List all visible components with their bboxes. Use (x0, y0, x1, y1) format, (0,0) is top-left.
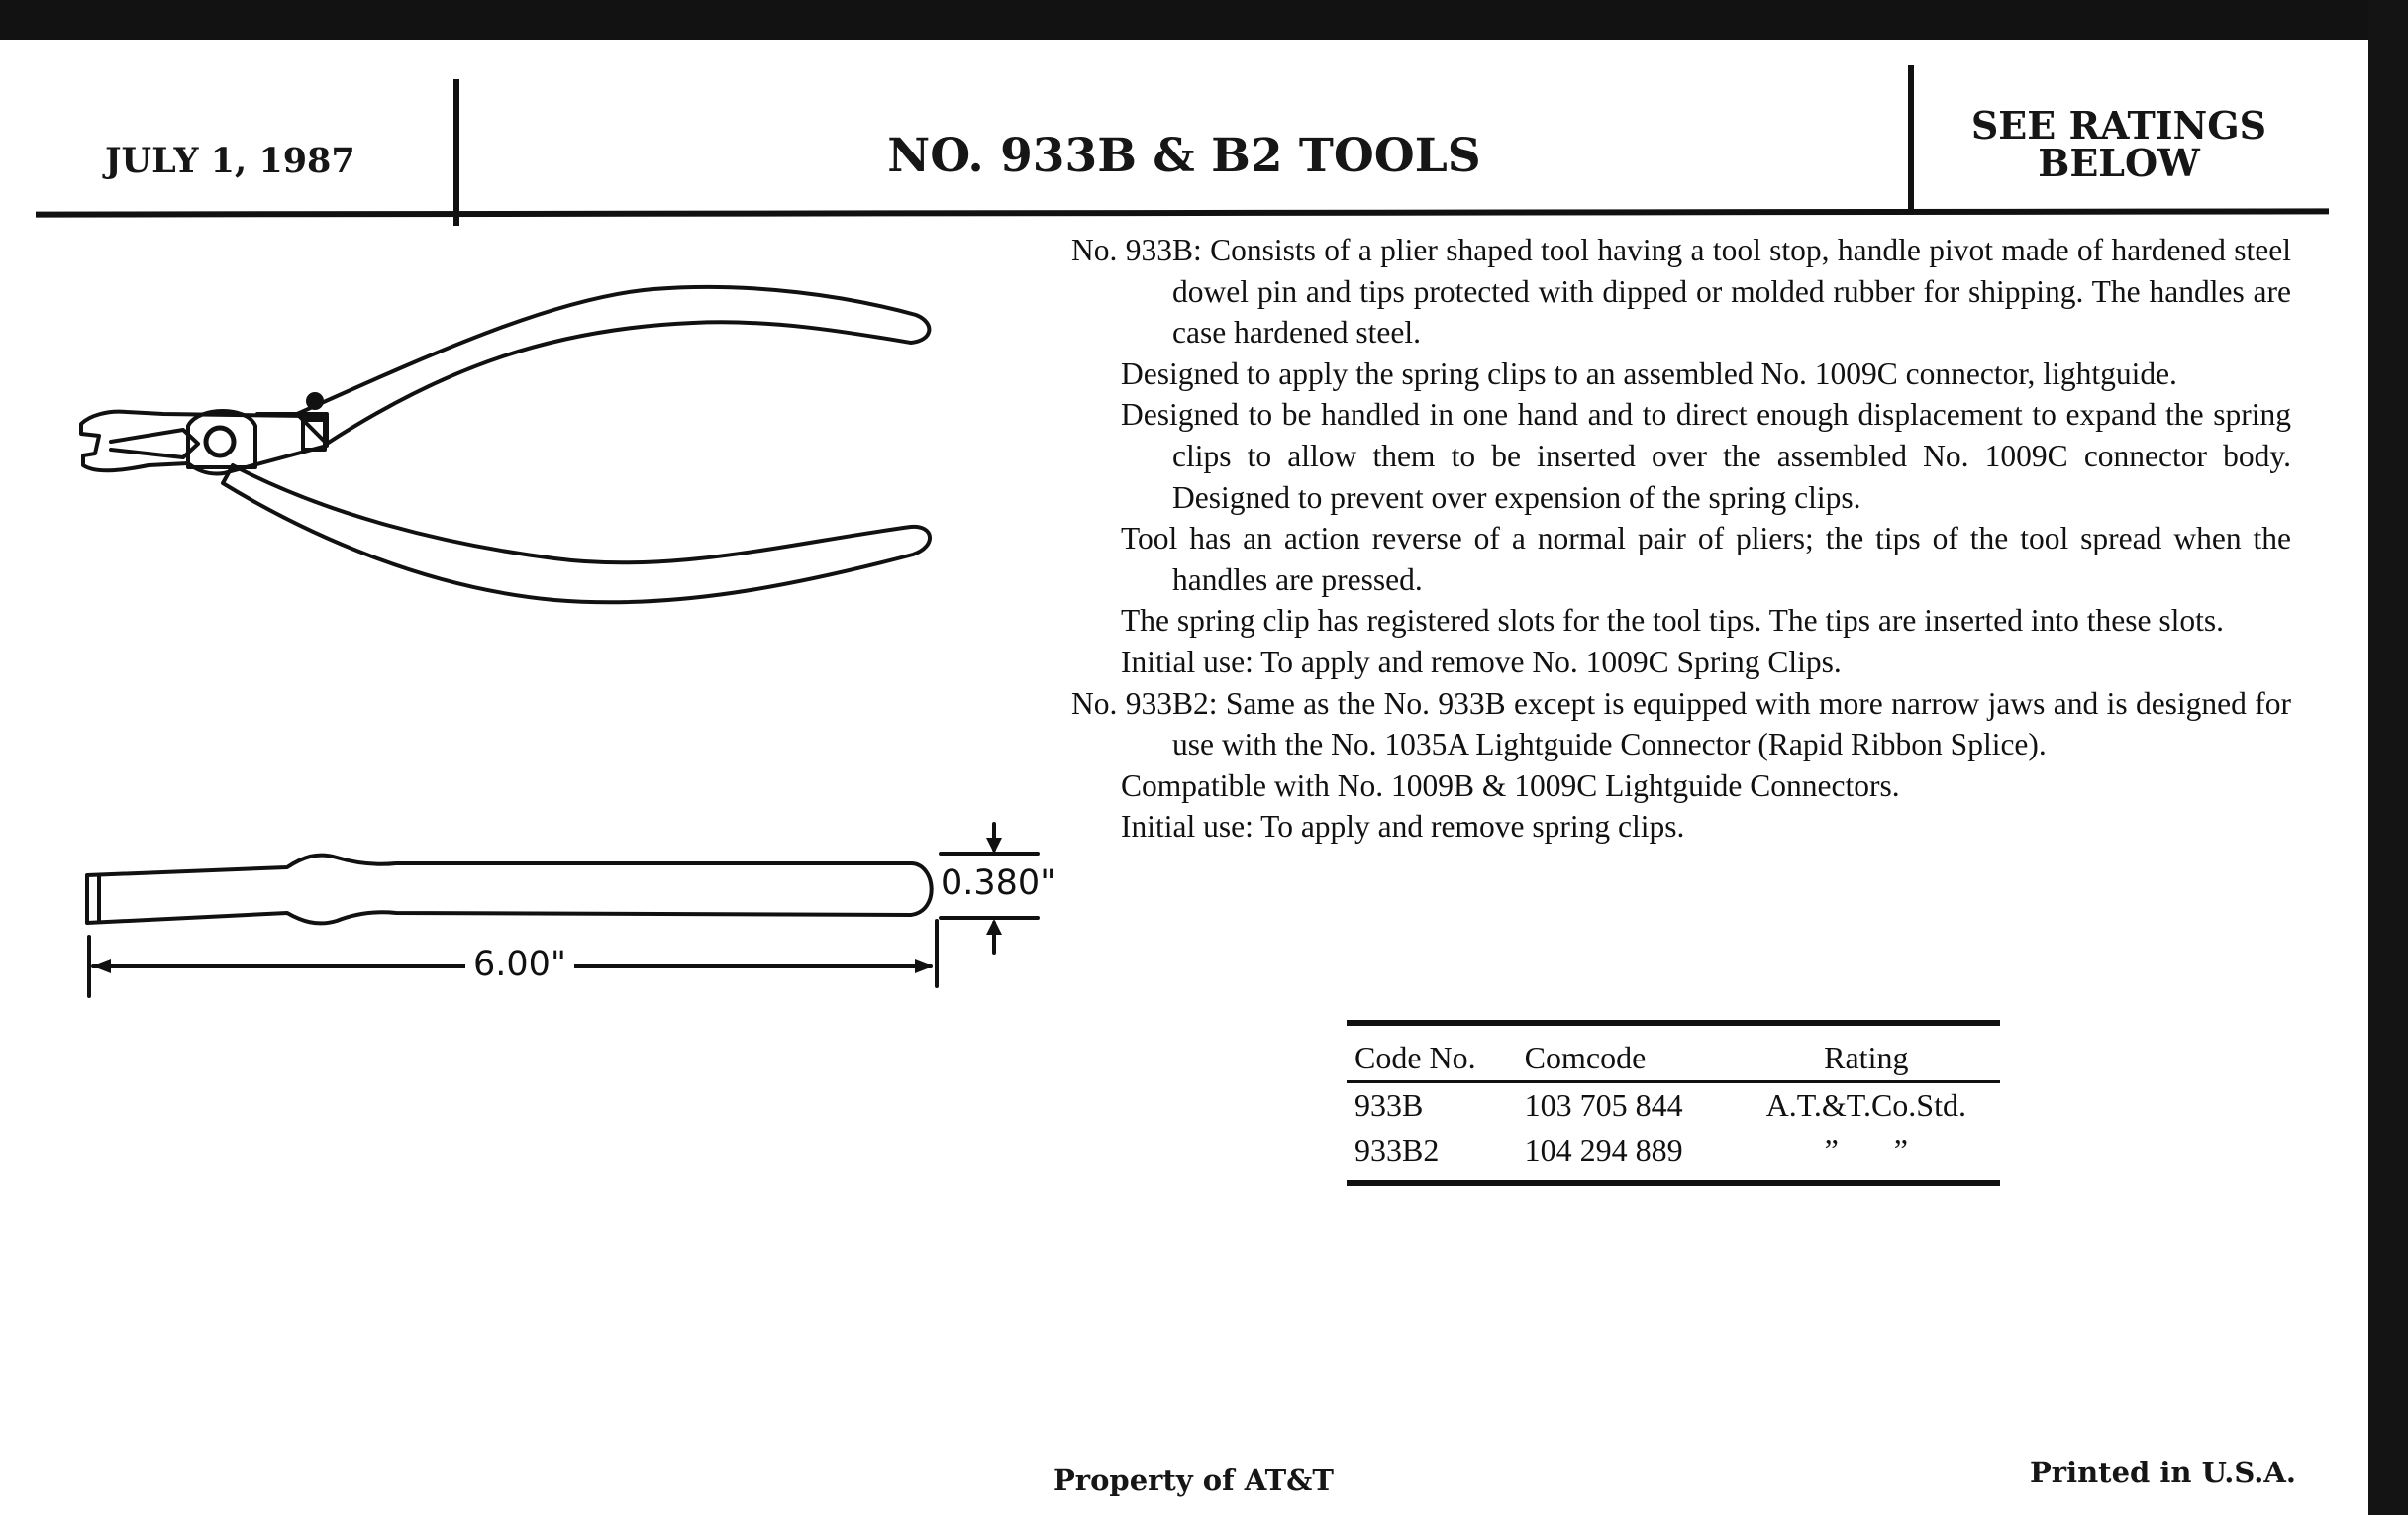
length-dimension-label: 6.00" (465, 945, 574, 984)
table-row (1347, 1082, 2000, 1129)
cell-code-no: 933B2 (1347, 1128, 1517, 1183)
paragraph-application: Designed to apply the spring clips to an assembled No. 1009C connector, lightguide. (1121, 355, 2177, 391)
paragraph-933b-description: No. 933B: Consists of a plier shaped tool having a tool stop, handle pivot made of hardened steel dowel pin and tips protected with dipped or molded rubber for shipping. The handles are case hardened steel. (1071, 233, 2291, 351)
document-date: JULY 1, 1987 (105, 141, 355, 181)
cell-comcode: 104 294 889 (1517, 1128, 1733, 1183)
footer-printed: Printed in U.S.A. (2030, 1456, 2296, 1489)
header-code-no: Code No. (1347, 1023, 1517, 1082)
cell-code-no: 933B (1354, 1087, 1424, 1123)
arrow-up-icon (986, 919, 1002, 935)
table-row (1347, 1128, 2000, 1183)
scan-right-border (2368, 0, 2408, 1515)
arrow-right-icon (915, 960, 933, 973)
arrow-down-icon (986, 838, 1002, 854)
see-ratings-line2: BELOW (2038, 141, 2200, 185)
paragraph-initial-use-933b2: Initial use: To apply and remove spring clips. (1121, 809, 1685, 845)
paragraph-handling: Designed to be handled in one hand and to direct enough displacement to expand the spring clips to allow them to be inserted over the assembled No. 1009C connector body. Designed to prevent over expension of the spring clips. (1121, 397, 2291, 515)
paragraph-action: Tool has an action reverse of a normal pair of pliers; the tips of the tool spread when the handles are pressed. (1121, 521, 2291, 597)
header-comcode: Comcode (1517, 1023, 1733, 1082)
paragraph-slots: The spring clip has registered slots for the tool tips. The tips are inserted into these slots. (1121, 603, 2224, 639)
description-text (1071, 230, 2291, 848)
width-dimension-label: 0.380" (941, 863, 1056, 903)
cell-comcode: 103 705 844 (1524, 1087, 1683, 1123)
footer-property: Property of AT&T (1054, 1464, 1334, 1497)
paragraph-compatibility: Compatible with No. 1009B & 1009C Lightguide Connectors. (1121, 767, 1900, 803)
paragraph-933b2-description: No. 933B2: Same as the No. 933B except is equipped with more narrow jaws and is designed for use with the No. 1035A Lightguide Connector (Rapid Ribbon Splice). (1071, 685, 2291, 762)
cell-rating: A.T.&T.Co.Std. (1765, 1087, 1966, 1123)
table-header-row (1347, 1023, 2000, 1082)
see-ratings-line1: SEE RATINGS (1970, 103, 2267, 148)
paragraph-initial-use-933b: Initial use: To apply and remove No. 1009C Spring Clips. (1121, 644, 1842, 679)
ratings-table (1347, 1020, 2000, 1186)
see-ratings-note (1911, 103, 2327, 185)
document-title: NO. 933B & B2 TOOLS (887, 129, 1481, 183)
arrow-left-icon (93, 960, 111, 973)
tool-profile-drawing (0, 0, 1089, 1040)
header-rating: Rating (1733, 1023, 2000, 1082)
cell-rating: ” ” (1733, 1128, 2000, 1183)
